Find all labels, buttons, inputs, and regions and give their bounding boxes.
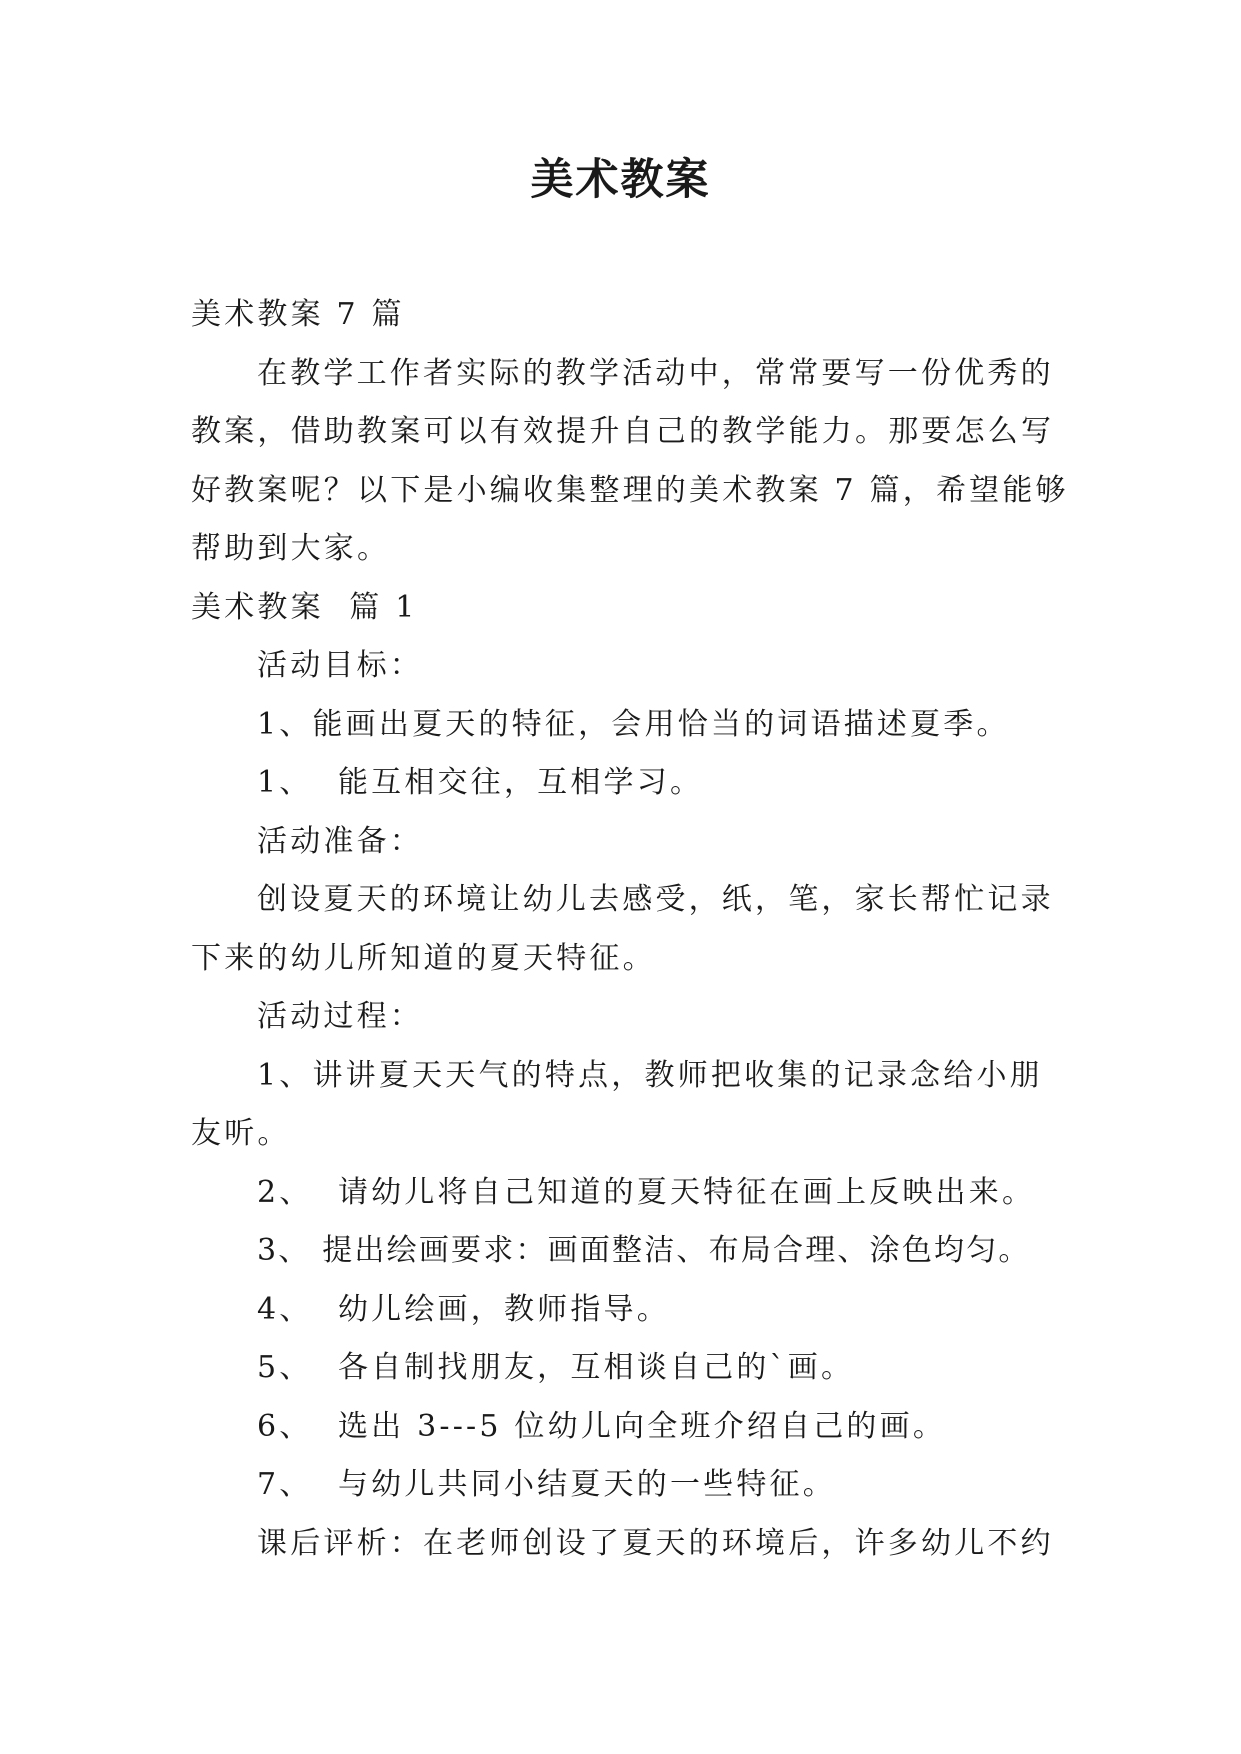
process-item: 5、 各自制找朋友，互相谈自己的`画。: [257, 1350, 855, 1385]
section-heading: 美术教案 篇 1: [191, 589, 418, 625]
process-item: 2、 请幼儿将自己知道的夏天特征在画上反映出来。: [257, 1174, 1036, 1210]
process-item: 3、 提出绘画要求：画面整洁、布局合理、涂色均匀。: [257, 1233, 1031, 1268]
review-paragraph: 课后评析：在老师创设了夏天的环境后，许多幼儿不约: [257, 1525, 1054, 1561]
prep-label: 活动准备：: [257, 823, 423, 859]
process-item: 4、 幼儿绘画，教师指导。: [257, 1291, 670, 1327]
goal-item: 1、能画出夏天的特征，会用恰当的词语描述夏季。: [257, 706, 1010, 742]
subtitle: 美术教案 7 篇: [191, 297, 405, 332]
intro-paragraph: 在教学工作者实际的教学活动中，常常要写一份优秀的教案，借助教案可以有效提升自己的教学能力。那要怎么写好教案呢？以下是小编收集整理的美术教案 7 篇，希望能够帮助到大家。: [191, 355, 1069, 566]
prep-paragraph: 创设夏天的环境让幼儿去感受，纸，笔，家长帮忙记录下来的幼儿所知道的夏天特征。: [191, 882, 1054, 976]
goals-label: 活动目标：: [257, 648, 423, 683]
process-item: 7、 与幼儿共同小结夏天的一些特征。: [257, 1467, 836, 1502]
process-label: 活动过程：: [257, 999, 423, 1034]
process-item: 1、讲讲夏天天气的特点，教师把收集的记录念给小朋友听。: [191, 1057, 1043, 1151]
process-item: 6、 选出 3---5 位幼儿向全班介绍自己的画。: [257, 1408, 947, 1444]
document-body: [191, 286, 1071, 1573]
goal-item: 1、 能互相交往，互相学习。: [257, 765, 704, 800]
document-title: 美术教案: [530, 155, 711, 205]
